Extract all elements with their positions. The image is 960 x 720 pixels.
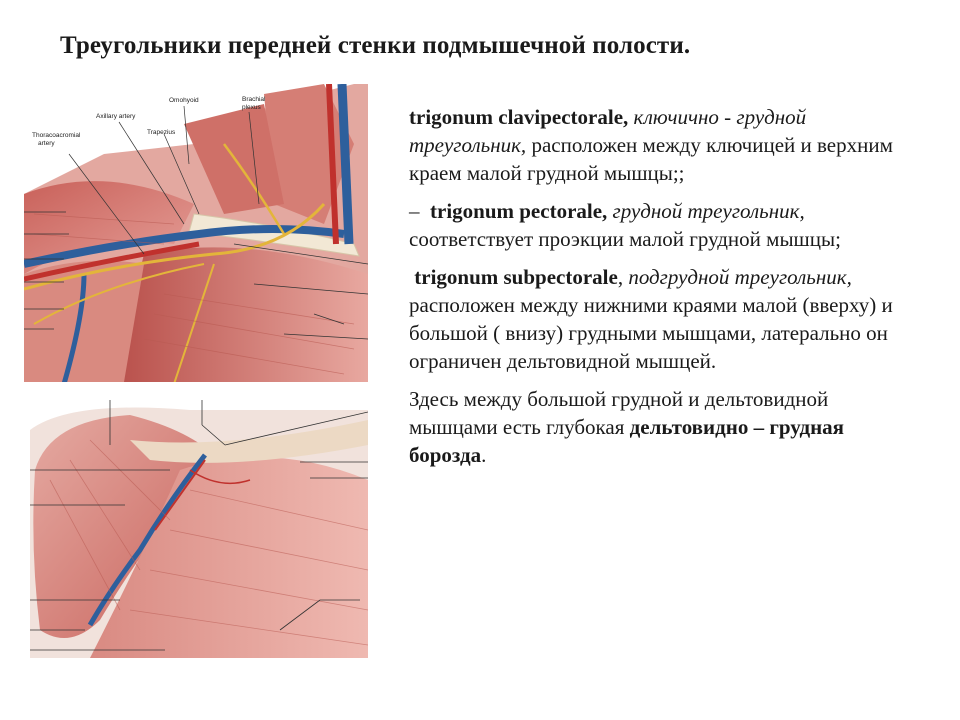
paragraph-deltopectoral-groove: Здесь между большой грудной и дельтовидной мышцами есть глубокая дельтовидно – грудная борозда. bbox=[409, 387, 845, 467]
label-brachial-plexus-1: Brachial bbox=[242, 96, 266, 103]
term-subpectoral: trigonum subpectorale bbox=[414, 265, 618, 289]
label-trapezius: Trapezius bbox=[147, 129, 176, 136]
term-deltopectoral-groove: дельтовидно – грудная борозда bbox=[409, 415, 845, 467]
term-clavipectoral: trigonum clavipectorale, bbox=[409, 105, 629, 129]
paragraph-pectoral: – trigonum pectorale, грудной треугольник, соответствует проэкции малой грудной мышцы; bbox=[409, 199, 841, 251]
label-axillary-artery: Axillary artery bbox=[96, 113, 136, 120]
anatomy-figure-deltopectoral bbox=[30, 400, 368, 658]
label-thoracoacromial-1: Thoracoacromial bbox=[32, 132, 81, 139]
term-pectoral: trigonum pectorale, bbox=[430, 199, 608, 223]
paragraph-subpectoral: trigonum subpectorale, подгрудной треугольник, расположен между нижними краями малой (вверху) и большой ( внизу) грудными мышцами, латерально он ограничен дельтовидной мышцей. bbox=[409, 265, 893, 373]
paragraph-clavipectoral: trigonum clavipectorale, ключично - грудной треугольник, расположен между ключицей и верхним краем малой грудной мышцы;; bbox=[409, 105, 893, 185]
anatomy-figure-clavipectoral bbox=[24, 84, 368, 382]
label-thoracoacromial-2: artery bbox=[38, 140, 55, 147]
label-brachial-plexus-2: plexus bbox=[242, 104, 261, 111]
slide-title: Треугольники передней стенки подмышечной полости. bbox=[60, 32, 691, 59]
description-text bbox=[409, 103, 909, 479]
label-omohyoid: Omohyoid bbox=[169, 97, 199, 104]
